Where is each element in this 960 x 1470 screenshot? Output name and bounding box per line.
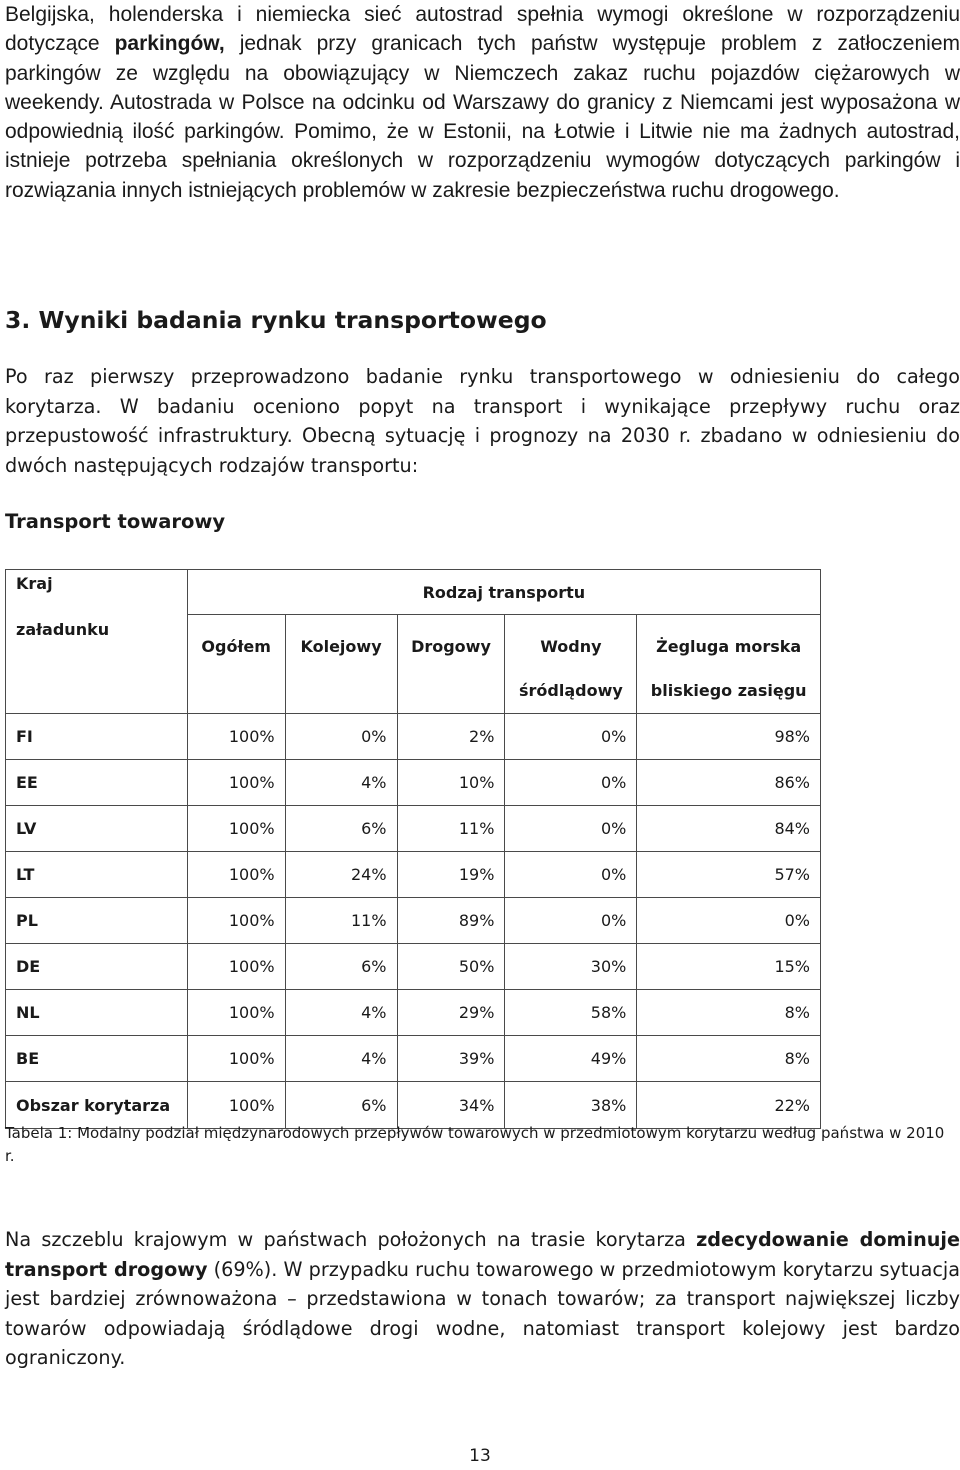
table-row [6,760,821,806]
closing-text-bold: zdecydowanie dominuje transport drogowy [5,1228,960,1281]
country-cell: LT [6,852,188,898]
drogowy-cell: 29% [397,990,505,1036]
header-zegluga: Żegluga morska [656,637,802,656]
country-cell: LV [6,806,188,852]
kolejowy-cell: 11% [285,898,397,944]
table-row [6,898,821,944]
zegluga-cell: 57% [637,852,821,898]
ogolem-cell: 100% [187,898,285,944]
ogolem-cell: 100% [187,714,285,760]
zegluga-cell: 86% [637,760,821,806]
zegluga-cell: 98% [637,714,821,760]
header-zegluga-morska [637,615,821,714]
zegluga-cell: 84% [637,806,821,852]
drogowy-cell: 39% [397,1036,505,1082]
country-cell: DE [6,944,188,990]
header-drogowy: Drogowy [397,615,505,714]
zegluga-cell: 8% [637,990,821,1036]
closing-paragraph [5,1225,960,1373]
closing-text-1: Na szczeblu krajowym w państwach położonych na trasie korytarza [5,1228,697,1251]
kolejowy-cell: 6% [285,944,397,990]
country-cell: EE [6,760,188,806]
header-ogolem: Ogółem [187,615,285,714]
kolejowy-cell: 4% [285,760,397,806]
header-zaladunku: załadunku [16,620,110,639]
wodny-cell: 0% [505,760,637,806]
drogowy-cell: 11% [397,806,505,852]
intro-paragraph [5,0,960,205]
drogowy-cell: 50% [397,944,505,990]
ogolem-cell: 100% [187,990,285,1036]
table-row [6,944,821,990]
drogowy-cell: 89% [397,898,505,944]
header-kraj: Kraj [16,574,53,593]
header-wodny-srodladowy [505,615,637,714]
section-heading: 3. Wyniki badania rynku transportowego [5,306,547,334]
drogowy-cell: 19% [397,852,505,898]
wodny-cell: 0% [505,898,637,944]
header-kraj-zaladunku [6,570,188,714]
zegluga-cell: 0% [637,898,821,944]
wodny-cell: 49% [505,1036,637,1082]
wodny-cell: 38% [505,1082,637,1129]
table-caption: Tabela 1: Modalny podział międzynarodowych przepływów towarowych w przedmiotowym korytarzu według państwa w 2010 r. [5,1124,945,1165]
ogolem-cell: 100% [187,1036,285,1082]
header-rodzaj-transportu: Rodzaj transportu [187,570,820,615]
header-wodny: Wodny [540,637,602,656]
table-row [6,990,821,1036]
zegluga-cell: 8% [637,1036,821,1082]
kolejowy-cell: 6% [285,1082,397,1129]
kolejowy-cell: 4% [285,990,397,1036]
kolejowy-cell: 6% [285,806,397,852]
ogolem-cell: 100% [187,944,285,990]
wodny-cell: 0% [505,852,637,898]
wodny-cell: 30% [505,944,637,990]
kolejowy-cell: 24% [285,852,397,898]
drogowy-cell: 2% [397,714,505,760]
wodny-cell: 58% [505,990,637,1036]
header-srodladowy: śródlądowy [519,681,623,700]
intro-text-1: Belgijska, holenderska i niemiecka sieć autostrad spełnia wymogi określone w rozporządzeniu dotyczące [5,3,960,56]
country-cell: PL [6,898,188,944]
table-row [6,714,821,760]
table-row [6,852,821,898]
ogolem-cell: 100% [187,852,285,898]
table-row [6,1036,821,1082]
ogolem-cell: 100% [187,1082,285,1129]
ogolem-cell: 100% [187,806,285,852]
page-number: 13 [469,1446,491,1466]
country-cell: NL [6,990,188,1036]
closing-text-2: (69%). W przypadku ruchu towarowego w przedmiotowym korytarzu sytuacja jest bardziej zrównoważona – przedstawiona w tonach towarów; za transport największej liczby towarów odpowiadają śródlądowe drogi wodne, natomiast transport kolejowy jest bardzo ograniczony. [5,1257,960,1370]
country-cell: BE [6,1036,188,1082]
intro-text-bold: parkingów, [114,32,225,56]
drogowy-cell: 34% [397,1082,505,1129]
header-bliskiego-zasiegu: bliskiego zasięgu [650,681,807,700]
country-cell: FI [6,714,188,760]
kolejowy-cell: 4% [285,1036,397,1082]
wodny-cell: 0% [505,806,637,852]
section-paragraph: Po raz pierwszy przeprowadzono badanie rynku transportowego w odniesieniu do całego korytarza. W badaniu oceniono popyt na transport i wynikające przepływy ruchu oraz przepustowość infrastruktury. Obecną sytuację i prognozy na 2030 r. zbadano w odniesieniu do dwóch następujących rodzajów transportu: [5,365,960,477]
wodny-cell: 0% [505,714,637,760]
kolejowy-cell: 0% [285,714,397,760]
zegluga-cell: 15% [637,944,821,990]
ogolem-cell: 100% [187,760,285,806]
drogowy-cell: 10% [397,760,505,806]
table-row [6,806,821,852]
header-kolejowy: Kolejowy [285,615,397,714]
intro-text-2: jednak przy granicach tych państw występuje problem z zatłoczeniem parkingów ze względu na obowiązujący w Niemczech zakaz ruchu pojazdów ciężarowych w weekendy. Autostrada w Polsce na odcinku od Warszawy do granicy z Niemcami jest wyposażona w odpowiednią ilość parkingów. Pomimo, że w Estonii, na Łotwie i Litwie nie ma żadnych autostrad, istnieje potrzeba spełniania określonych w rozporządzeniu wymogów dotyczących parkingów i rozwiązania innych istniejących problemów w zakresie bezpieczeństwa ruchu drogowego. [5,32,960,202]
freight-modal-split-table [5,569,821,1129]
country-cell: Obszar korytarza [6,1082,188,1129]
subheading-transport-towarowy: Transport towarowy [5,510,226,533]
zegluga-cell: 22% [637,1082,821,1129]
